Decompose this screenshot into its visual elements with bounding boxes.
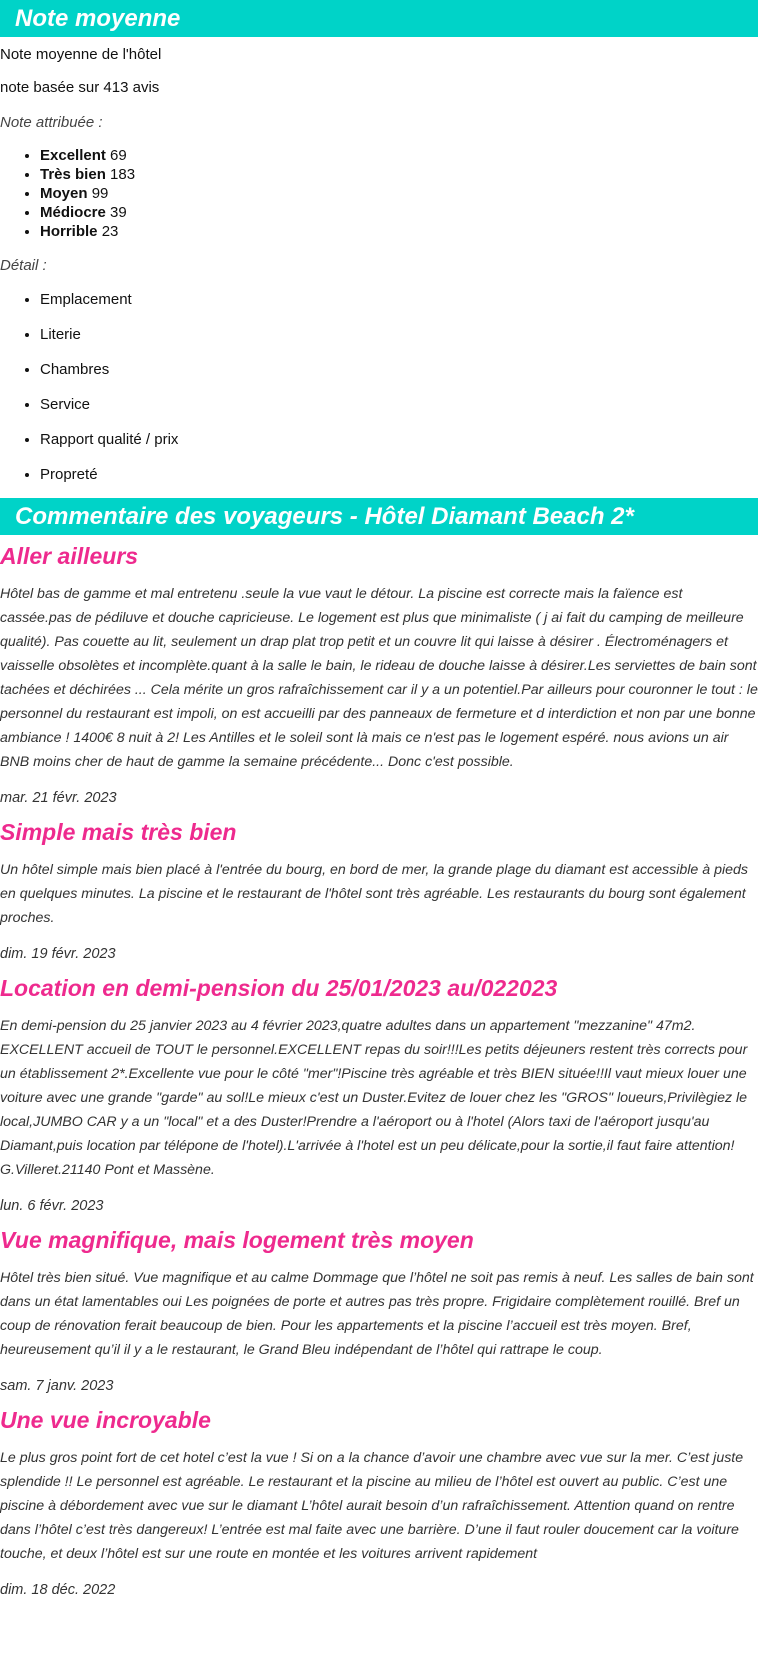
ratings-list bbox=[0, 146, 758, 241]
detail-item: • Propreté bbox=[40, 465, 758, 484]
rating-item-excellent: • Excellent 69 bbox=[40, 146, 758, 165]
detail-list bbox=[0, 290, 758, 484]
rating-item-moyen: • Moyen 99 bbox=[40, 184, 758, 203]
review-body: En demi-pension du 25 janvier 2023 au 4 février 2023,quatre adultes dans un appartement "mezzanine" 47m2. EXCELLENT accueil de TOUT le personnel.EXCELLENT repas du soir!!!Les petits déjeuners restent très corrects pour un établissement 2*.Excellente vue pour le côté "mer"!Piscine très agréable et très BIEN située!!Il vaut mieux louer une voiture avec une grande "garde" au sol!Le mieux c'est un Duster.Evitez de louer chez les "GROS" loueurs,Privilègiez le local,JUMBO CAR y a un "local" et a des Duster!Prendre a l'aéroport ou à l'hotel (Alors taxi de l'aéroport jusqu'au Diamant,puis location par télépone de l'hotel).L'arrivée à l'hotel est un peu délicate,pour la sortie,il faut faire attention! G.Villeret.21140 Pont et Massène. bbox=[0, 1018, 748, 1178]
review bbox=[0, 973, 758, 1214]
review-date: mar. 21 févr. 2023 bbox=[0, 790, 117, 806]
review-body: Hôtel très bien situé. Vue magnifique et au calme Dommage que l’hôtel ne soit pas remis à neuf. Les salles de bain sont dans un état lamentables oui Les poignées de porte et autres pas très propre. Frigidaire complètement rouillé. Bref un coup de rénovation ferait beaucoup de bien. Pour les appartements et la piscine l’accueil est très moyen. Bref, heureusement qu’il il y a le restaurant, le Grand Bleu indépendant de l’hôtel qui rattrape le coup. bbox=[0, 1270, 754, 1358]
rating-item-tres-bien: • Très bien 183 bbox=[40, 165, 758, 184]
review-title: Simple mais très bien bbox=[0, 819, 237, 845]
ratings-label: Note attribuée : bbox=[0, 114, 103, 131]
review-body: Un hôtel simple mais bien placé à l'entrée du bourg, en bord de mer, la grande plage du diamant est accessible à pieds en quelques minutes. La piscine et le restaurant de l'hôtel sont très agréable. Les restaurants du bourg sont également proches. bbox=[0, 862, 749, 926]
detail-label: Détail : bbox=[0, 257, 47, 274]
reviews-section bbox=[0, 498, 758, 1598]
review-body: Le plus gros point fort de cet hotel c’est la vue ! Si on a la chance d’avoir une chambre avec vue sur la mer. C’est juste splendide !! Le personnel est agréable. Le restaurant et la piscine au milieu de l’hôtel est ouvert au public. C’est une piscine à débordement avec vue sur le diamant L’hôtel aurait besoin d’un rafraîchissement. Attention quand on rentre dans l’hôtel c’est très dangereux! L’entrée est mal faite avec une barrière. D’une il faut rouler doucement car la voiture touche, et deux l’hôtel est sur une route en montée et les voitures arrivent rapidement bbox=[0, 1450, 744, 1562]
detail-item: • Emplacement bbox=[40, 290, 758, 309]
detail-item: • Literie bbox=[40, 325, 758, 344]
review-body: Hôtel bas de gamme et mal entretenu .seule la vue vaut le détour. La piscine est correcte mais la faïence est cassée.pas de pédiluve et douche capricieuse. Le logement est plus que minimaliste ( j ai fait du camping de meilleure qualité). Pas couette au lit, seulement un drap plat trop petit et un couvre lit qui laisse à désirer . Électroménagers et vaisselle obsolètes et incomplète.quant à la salle le bain, le rideau de douche laisse à désirer.Les serviettes de bain sont tachées et déchirées ... Cela mérite un gros rafraîchissement car il y a un potentiel.Par ailleurs pour couronner le tout : le personnel du restaurant est impoli, on est accueilli par des panneaux de fermeture et d interdiction et non par une bonne ambiance ! 1400€ 8 nuit à 2! Les Antilles et le soleil sont là mais ce n'est pas le logement espéré. nous avions un air BNB moins cher de haut de gamme la semaine précédente... Donc c'est possible. bbox=[0, 586, 758, 770]
detail-item: • Service bbox=[40, 395, 758, 414]
detail-item: • Rapport qualité / prix bbox=[40, 430, 758, 449]
review bbox=[0, 1225, 758, 1394]
review bbox=[0, 1405, 758, 1598]
review-date: sam. 7 janv. 2023 bbox=[0, 1378, 114, 1394]
rating-count-text: note basée sur 413 avis bbox=[0, 79, 160, 96]
review-title: Location en demi-pension du 25/01/2023 au/022023 bbox=[0, 975, 558, 1001]
rating-item-horrible: • Horrible 23 bbox=[40, 222, 758, 241]
review-title: Vue magnifique, mais logement très moyen bbox=[0, 1227, 474, 1253]
review-title: Une vue incroyable bbox=[0, 1407, 211, 1433]
rating-subtitle: Note moyenne de l'hôtel bbox=[0, 46, 162, 63]
review-date: lun. 6 févr. 2023 bbox=[0, 1198, 104, 1214]
rating-header: Note moyenne bbox=[0, 0, 758, 37]
detail-item: • Chambres bbox=[40, 360, 758, 379]
review-title: Aller ailleurs bbox=[0, 543, 139, 569]
reviews-header: Commentaire des voyageurs - Hôtel Diamant Beach 2* bbox=[0, 498, 758, 535]
review-date: dim. 19 févr. 2023 bbox=[0, 946, 116, 962]
review-date: dim. 18 déc. 2022 bbox=[0, 1582, 116, 1598]
rating-section bbox=[0, 0, 758, 484]
rating-item-mediocre: • Médiocre 39 bbox=[40, 203, 758, 222]
review bbox=[0, 541, 758, 806]
review bbox=[0, 817, 758, 962]
